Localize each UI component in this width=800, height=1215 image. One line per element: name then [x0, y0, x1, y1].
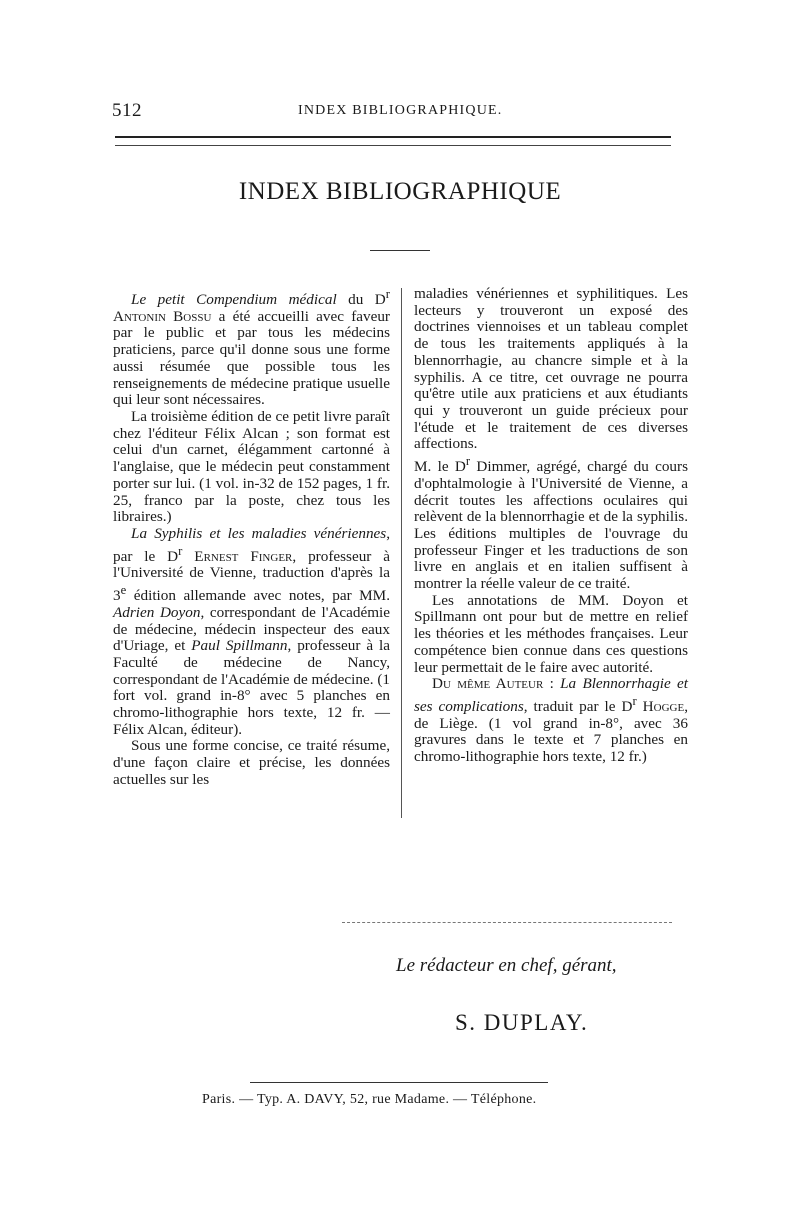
section-separator: [342, 922, 672, 923]
text: , par le D: [113, 524, 390, 565]
footer-rule: [250, 1082, 548, 1083]
text: du D: [336, 291, 386, 309]
editor-signature-line: Le rédacteur en chef, gérant,: [396, 955, 617, 976]
book-title: La Blennorrhagie et ses complications: [414, 675, 688, 715]
book-title: La Syphilis et les maladies vénériennes: [131, 524, 387, 542]
paragraph-annotations: Les annotations de MM. Doyon et Spillmann ont pour but de mettre en relief les théories et les méthodes françaises. Leur compétence bien connue dans ces questions leur permettait de le faire avec autorité.: [414, 591, 688, 676]
translator-name: Adrien Doyon: [113, 603, 201, 621]
text: , de Liège. (1 vol grand in-8°, avec 36 gravures dans le texte et 7 planches en chromo-lithographie hors texte, 12 fr.): [414, 698, 688, 766]
superscript: r: [632, 693, 637, 708]
title-rule: [370, 250, 430, 251]
superscript: r: [385, 287, 390, 301]
author-name: Hogge: [636, 698, 685, 715]
text: , professeur à la Faculté de médecine de Nancy, correspondant de l'Académie de médecine. (1 fort vol. grand in-8° avec 5 planches en chromo-lithographie hors texte, 12 fr. — Félix Alcan, éditeur).: [113, 637, 390, 738]
superscript: e: [120, 583, 127, 598]
running-title: INDEX BIBLIOGRAPHIQUE.: [298, 103, 503, 118]
superscript: r: [465, 454, 471, 469]
right-column: [414, 286, 688, 766]
header-rule: [115, 136, 671, 146]
paragraph-third-edition: La troisième édition de ce petit livre paraît chez l'éditeur Félix Alcan ; son format est celui d'un carnet, élégamment cartonné à l'anglaise, que le médecin peut constamment porter sur lui. (1 vol. in-32 de 152 pages, 1 fr. 25, franco par la poste, chez tous les libraires.): [113, 407, 390, 526]
page-number: 512: [112, 100, 142, 121]
editor-name: S. DUPLAY.: [455, 1010, 589, 1035]
text: Dimmer, agrégé, chargé du cours d'ophtalmologie à l'Université de Vienne, a décrit toutes les affections oculaires qui relèvent de la blennorrhagie et de la syphilis. Les éditions multiples de l'ouvrage du professeur Finger et les traductions de son livre en anglais et en italien suffisent à montrer la réelle valeur de ce traité.: [414, 458, 688, 593]
translator-name: Paul Spillmann: [191, 637, 288, 655]
text: :: [543, 675, 561, 693]
text: a été accueilli avec faveur par le public et par tous les médecins praticiens, parce qu'il donne sous une forme aussi résumée que possible tous les renseignements de médecine pratique usuelle qui leur sont nécessaires.: [113, 307, 390, 409]
left-column: [113, 286, 390, 789]
author-name: Antonin Bossu: [113, 307, 212, 325]
superscript: r: [178, 543, 183, 558]
author-name: Ernest Finger: [182, 547, 293, 565]
paragraph-dimmer: [414, 453, 688, 593]
text: édition allemande avec notes, par MM.: [126, 587, 390, 605]
paragraph-compendium: [113, 286, 390, 409]
column-divider: [401, 288, 402, 818]
same-author-label: Du même Auteur: [432, 675, 544, 693]
text: , professeur à l'Université de Vienne, traduction d'après la 3: [113, 547, 390, 605]
book-title: Le petit Compendium médical: [131, 291, 337, 309]
paragraph-summary: Sous une forme concise, ce traité résume, d'une façon claire et précise, les données actuelles sur les: [113, 737, 390, 788]
paragraph-same-author: [414, 676, 688, 766]
text: , traduit par le D: [523, 698, 633, 715]
text: , correspondant de l'Académie de médecine, médecin inspecteur des eaux d'Uriage, et: [113, 603, 390, 655]
page-title: INDEX BIBLIOGRAPHIQUE: [238, 178, 562, 205]
printer-imprint: Paris. — Typ. A. DAVY, 52, rue Madame. — Téléphone.: [202, 1092, 537, 1107]
paragraph-continuation: maladies vénériennes et syphilitiques. Les lecteurs y trouveront un exposé des doctrines viennoises et un tableau complet de tous les traitements appliqués à la blennorrhagie, au chancre simple et à la syphilis. A ce titre, cet ouvrage ne pourra qu'être utile aux praticiens et aux étudiants qui y trouveront un guide précieux pour l'étude et le traitement de ces diverses affections.: [414, 285, 688, 453]
paragraph-syphilis: [113, 526, 390, 739]
text: M. le D: [414, 458, 466, 476]
